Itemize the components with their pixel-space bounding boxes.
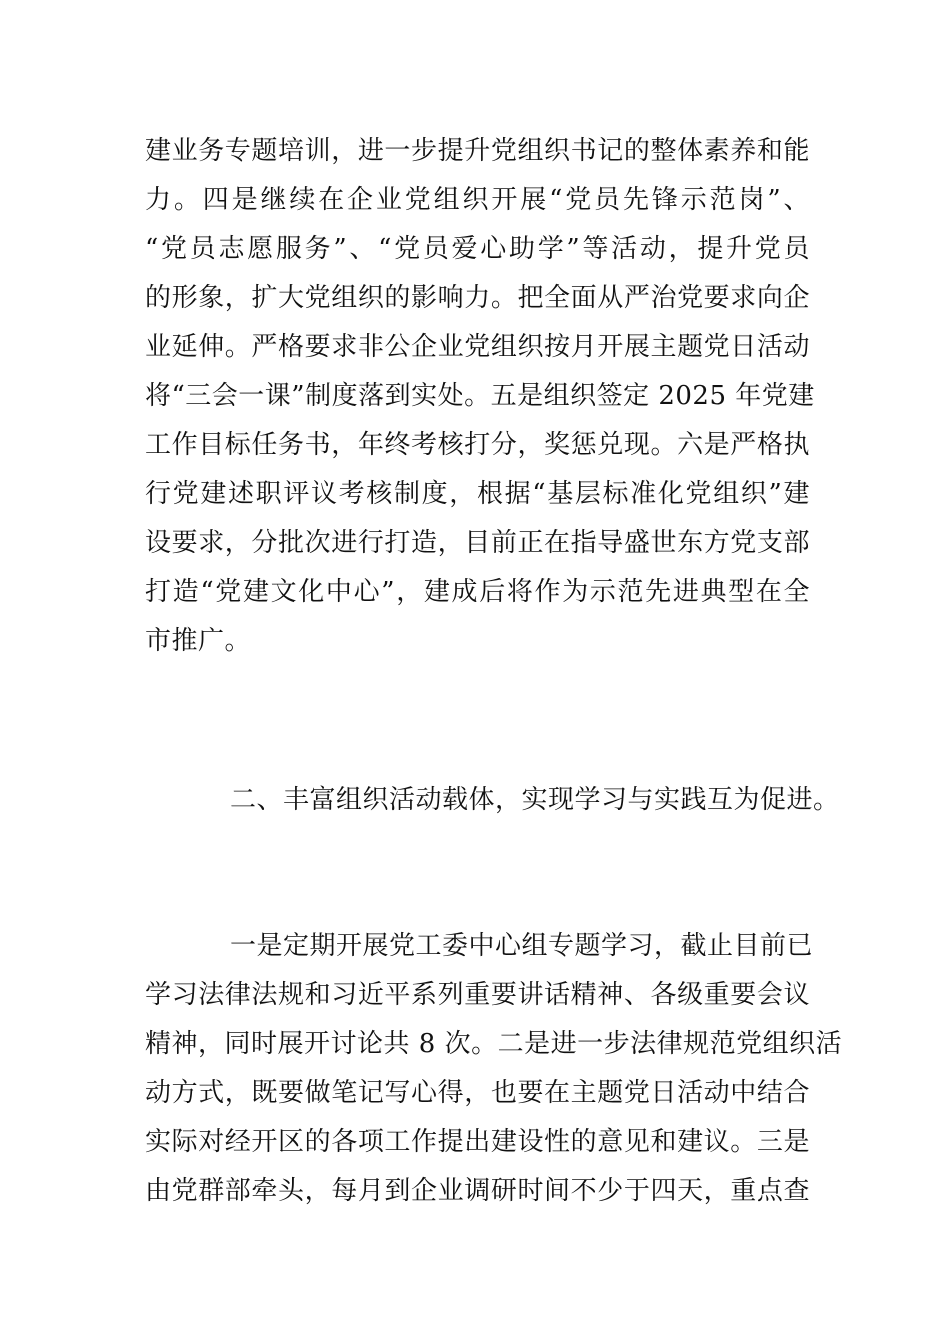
- paragraph-line: 将“三会一课”制度落到实处。五是组织签定 2025 年党建: [145, 381, 815, 411]
- paragraph-line: 力。四是继续在企业党组织开展“党员先锋示范岗”、: [145, 185, 810, 215]
- paragraph-line: 实际对经开区的各项工作提出建设性的意见和建议。三是: [145, 1127, 810, 1157]
- paragraph-line: 学习法律法规和习近平系列重要讲话精神、各级重要会议: [145, 980, 810, 1010]
- paragraph-line: 的形象，扩大党组织的影响力。把全面从严治党要求向企: [145, 283, 810, 313]
- paragraph-line: 行党建述职评议考核制度，根据“基层标准化党组织”建: [145, 479, 810, 509]
- paragraph-line: 动方式，既要做笔记写心得，也要在主题党日活动中结合: [145, 1078, 810, 1108]
- paragraph-line: “党员志愿服务”、“党员爱心助学”等活动，提升党员: [145, 234, 810, 264]
- section-heading: 二、丰富组织活动载体，实现学习与实践互为促进。: [230, 785, 840, 815]
- paragraph-line: 一是定期开展党工委中心组专题学习，截止目前已: [230, 931, 814, 961]
- paragraph-line: 建业务专题培训，进一步提升党组织书记的整体素养和能: [145, 136, 810, 166]
- paragraph-line: 工作目标任务书，年终考核打分，奖惩兑现。六是严格执: [145, 430, 810, 460]
- paragraph-line: 市推广。: [145, 626, 252, 656]
- paragraph-line: 打造“党建文化中心”，建成后将作为示范先进典型在全: [145, 577, 810, 607]
- paragraph-line: 业延伸。严格要求非公企业党组织按月开展主题党日活动: [145, 332, 810, 362]
- paragraph-line: 设要求，分批次进行打造，目前正在指导盛世东方党支部: [145, 528, 810, 558]
- paragraph-line: 由党群部牵头，每月到企业调研时间不少于四天，重点查: [145, 1176, 810, 1206]
- paragraph-line: 精神，同时展开讨论共 8 次。二是进一步法律规范党组织活: [145, 1029, 843, 1059]
